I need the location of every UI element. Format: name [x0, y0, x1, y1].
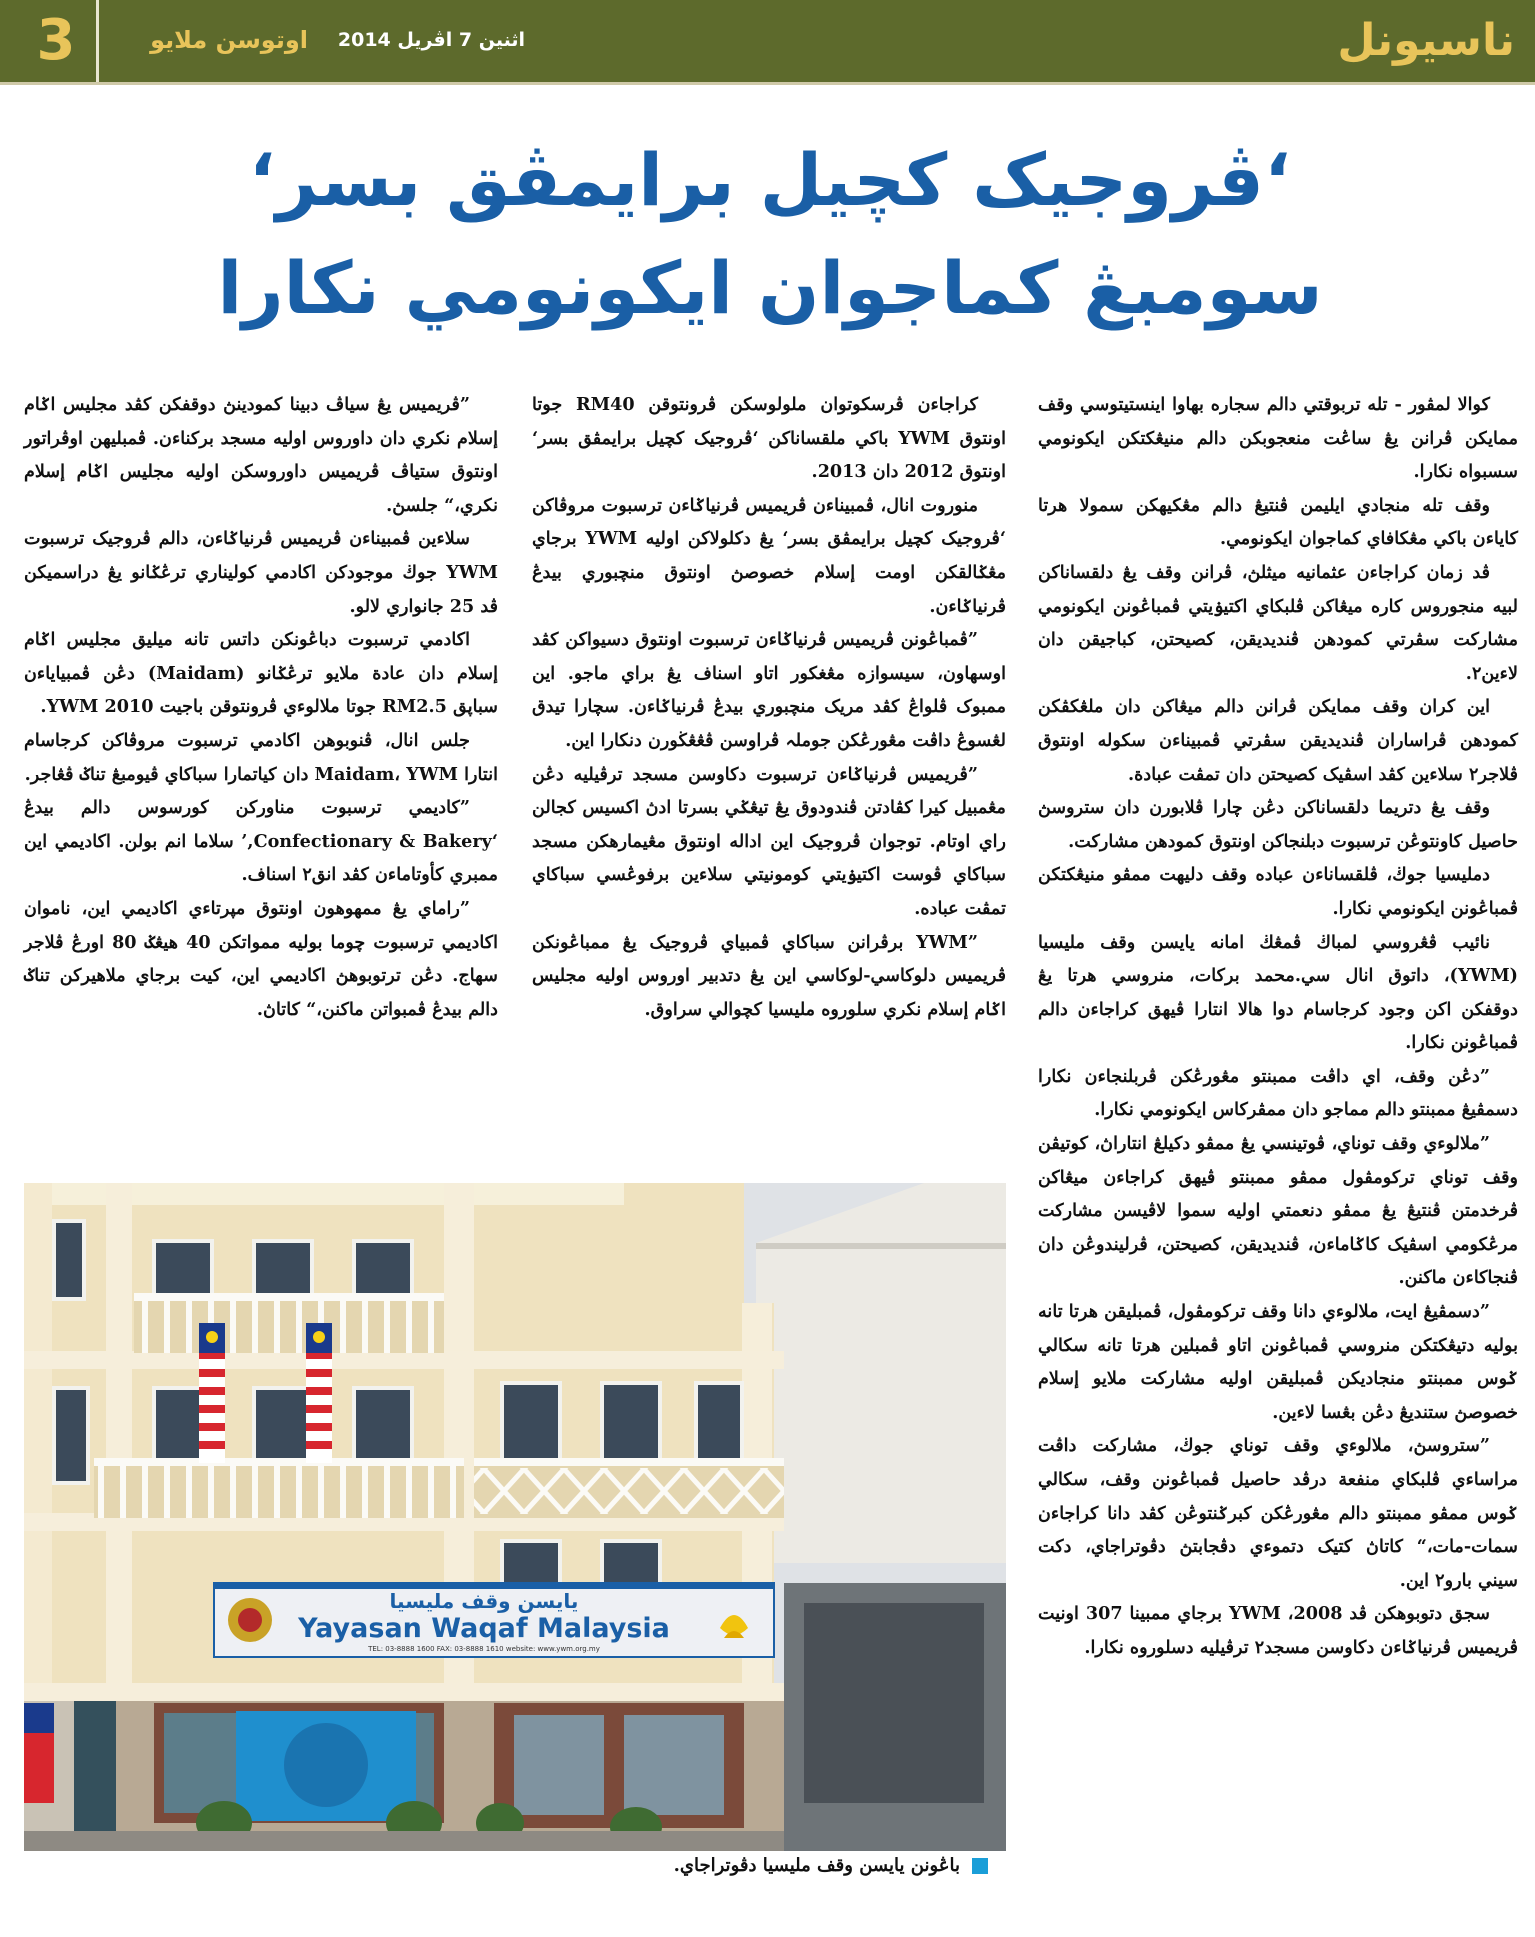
paragraph: ”دسمڤيڠ ايت، ملالوءي دانا وقف ترکومڤول، ڤمبليقن هرتا تانه بوليه دتيڠکتکن منروسي ڤمباڠونن اتاو ڤمبلين هرتا تانه سکالي ݢوس ممبنتو منجاديکن ڤمبليقن اوليه مشارکت ملايو إسلام خصوصڽ ستنديڠ دڠن بڠسا لاءين. [1038, 1301, 1518, 1423]
signboard-jawi: يايسن وقف مليسيا [389, 1589, 579, 1613]
article-column-left [24, 388, 498, 1026]
paragraph: وقف يڠ دتريما دلقساناکن دڠن چارا ڤلابورن دان ستروسڽ حاصيل کاونتوڠن ترسبوت دبلنجاکن اونتوق کمودهن مشارکت. [1038, 797, 1518, 852]
publication-date: اثنين 7 اڤريل 2014 [337, 29, 525, 51]
paragraph: سلاءين ڤمبيناءن ڤريميس ڤرنياݢاءن، دالم ڤروجيک ترسبوت YWM جوڬ موجودکن اکادمي کوليناري ترڠݢانو يڠ دراسميکن ڤد 25 جانواري لالو. [24, 528, 498, 617]
paragraph: کراجاءن ڤرسکوتوان ملولوسکن ڤرونتوقن RM40 جوتا اونتوق YWM باکي ملقساناکن ‘ڤروجيک کچيل برايمڤق بسر‘ اونتوق 2012 دان 2013. [532, 394, 1006, 483]
paragraph: کوالا لمڤور - تله تربوقتي دالم سجاره بهاوا اينستيتوسي وقف ممايکن ڤرانن يڠ ساڠت منعجوبکن دالم منيڠکتکن ايکونومي سسبواه نکارا. [1038, 394, 1518, 483]
paragraph: منوروت انال، ڤمبيناءن ڤريميس ڤرنياݢاءن ترسبوت مروڤاکن ‘ڤروجيک کچيل برايمڤق بسر‘ يڠ دکلولاکن اوليه YWM برجاي مڠݢالقکن اومت إسلام خصوصڽ اونتوق منچبوري بيدڠ ڤرنياݢاءن. [532, 494, 1006, 617]
page-number: 3 [36, 8, 76, 73]
paragraph: جلس انال، ڤنوبوهن اکادمي ترسبوت مروڤاکن کرجاسام انتارا Maidam، YWM دان کياتمارا سباکاي ڤيومبڠ تناݢ ڤڠاجر. [24, 729, 498, 785]
photo-caption: باڠونن يايسن وقف مليسيا دڤوتراجاي. [673, 1855, 960, 1876]
paragraph: اين کران وقف ممايکن ڤرانن دالم ميڠاکن دان ملڠکڤکن کمودهن ڤراساران ڤنديديقن سڤرتي ڤمبيناءن سکوله اونتوق ڤلاجر٢ سلاءين کڤد اسڤيک کصيحتن دان تمڤت عبادة. [1038, 696, 1518, 785]
headline-line-1: ‘ڤروجيک کچيل برايمڤق بسر‘ [248, 138, 1292, 222]
paragraph: نائيب ڤڠروسي لمباڬ ڤمڠڬ امانه يايسن وقف مليسيا (YWM)، داتوق انال سي.محمد برکات، منروسي هرتا يڠ دوقفکن اکن وجود کرجاسام دوا هالا انتارا ڤيهق کراجاءن دالم ڤمباڠونن نکارا. [1038, 931, 1518, 1054]
signboard-contact: TEL: 03-8888 1600 FAX: 03-8888 1610 website: www.ywm.org.my [368, 1645, 600, 1653]
paragraph: ”ڤريميس يڠ سياڤ دبينا کمودينڽ دوقفکن کڤد مجليس اݢام إسلام نکري دان داوروس اوليه مسجد برکناءن. ڤمبليهن اوڤراتور اونتوق ستياڤ ڤريميس داوروسکن اوليه مجليس اݢام إسلام نکري،“ جلسڽ. [24, 394, 498, 516]
paragraph: ”ڤريميس ڤرنياݢاءن ترسبوت دکاوسن مسجد ترڤيليه دڠن مڠمبيل کيرا کڤادتن ڤندودوق يڠ تيڠݢي بسرتا ادڽ اکسيس کجالن راي اوتام. توجوان ڤروجيک اين اداله اونتوق مڠيمارهکن مسجد سباکاي ڤوست اکتيۏيتي کومونيتي سلاءين برفوڠسي سباکاي تمڤت عباده. [532, 763, 1006, 919]
building-photo [24, 1183, 1006, 1851]
signboard-name: Yayasan Waqaf Malaysia [298, 1613, 670, 1644]
paragraph: وقف تله منجادي ايليمن ڤنتيڠ دالم مڠکيهکن سمولا هرتا کاياءن باکي مڠکافاي کماجوان ايکونومي. [1038, 494, 1518, 550]
paragraph: ”دڠن وقف، اي داڤت ممبنتو مڠورڠکن ڤربلنجاءن نکارا دسمڤيڠ ممبنتو دالم مماجو دان ممڤرکاس ايکونومي نکارا. [1038, 1065, 1518, 1121]
paragraph: ”ملالوءي وقف توناي، ڤوتينسي يڠ ممڤو دکيلڠ انتاراڽ، کوتيڤن وقف توناي ترکومڤول ممڤو ممبنتو ڤيهق کراجاءن ميڠاکن ڤرخدمتن ڤنتيڠ يڠ ممڤو دنعمتي اوليه سموا لاڤيسن مشارکت مرڠکومي اسڤيک کاݢاماءن، ڤنديديقن، کصيحتن، ڤرليندوڠن دان ڤنجاکاءن ماکنن. [1038, 1133, 1518, 1289]
paragraph: ”ڤمباڠونن ڤريميس ڤرنياݢاءن ترسبوت اونتوق دسيواکن کڤد اوسهاون، سيسوازه مڠغکور اتاو اسناف يڠ براي ماجو. اين ممبوک ڤلواڠ کڤد مريک منچبوري بيدڠ ڤرنياݢاءن. سچارا تيدق لڠسوڠ داڤت مڠورڠکن جوملہ ڤراوسن ڤڠڠڬورن دنکارا اين. [532, 629, 1006, 751]
paragraph: ”راماي يڠ ممهوهون اونتوق مڽرتاءي اکاديمي اين، ناموان اکاديمي ترسبوت چوما بوليه ممواتکن 40 هيڠݢ 80 اورڠ ڤلاجر سهاج. دڠن ترتوبوهڽ اکاديمي اين، کيت برجاي ملاهيرکن تناݢ دالم بيدڠ ڤمبواتن ماکنن،“ کاتاڽ. [24, 897, 498, 1020]
publication-logo: اوتوسن ملايو [150, 26, 308, 54]
paragraph: اکادمي ترسبوت دباڠونکن داتس تانه ميليق مجليس اݢام إسلام دان عادة ملايو ترڠݢانو (Maidam) دڠن ڤمبياياءن سباڽق RM2.5 جوتا ملالوءي ڤرونتوقن باجيت 2010 YWM. [24, 629, 498, 718]
paragraph: سجق دتوبوهکن ڤد 2008، YWM برجاي ممبينا 307 اونيت ڤريميس ڤرنياݢاءن دکاوسن مسجد٢ ترڤيليه دسلوروه نکارا. [1038, 1603, 1518, 1658]
masthead-divider [96, 0, 99, 82]
paragraph: ”کاديمي ترسبوت مناورکن کورسوس دالم بيدڠ ‘Confectionary & Bakery,’ سلاما انم بولن. اکاديمي اين ممبري کأوتاماءن کڤد انق٢ اسناف. [24, 797, 498, 886]
caption-marker [972, 1858, 988, 1874]
paragraph: ”YWM برڤرانن سباکاي ڤمبياي ڤروجيک يڠ ممباڠونکن ڤريميس دلوکاسي-لوکاسي اين يڠ دتدبير اوروس اوليه مجليس اݢام إسلام نکري سلوروه مليسيا کچوالي سراوق. [532, 931, 1006, 1020]
section-name: ناسيونل [1337, 15, 1515, 66]
paragraph: ”ستروسڽ، ملالوءي وقف توناي جوڬ، مشارکت داڤت مراساءي ڤلبکاي منفعة درڤد حاصيل ڤمباڠونن وقف، سکالي ݢوس ممڤو ممبنتو دالم مڠورڠکن کبرݢنتوڠن کڤد دانا کراجاءن سمات-مات،“ کاتاڽ کتيک دتموءي دڤجابتڽ دڤوتراجاي، دکت سيني بارو٢ اين. [1038, 1435, 1518, 1591]
paragraph: دمليسيا جوڬ، ڤلقساناءن عباده وقف دليهت ممڤو منيڠکتکن ڤمباڠونن ايکونومي نکارا. [1038, 864, 1518, 919]
article-column-middle [532, 388, 1006, 1026]
article-column-right [1038, 388, 1518, 1665]
masthead [0, 0, 1535, 85]
headline-line-2: سومبڠ کماجوان ايکونومي نکارا [217, 246, 1323, 330]
paragraph: ڤد زمان کراجاءن عثمانيه ميثلڽ، ڤرانن وقف يڠ دلقساناکن لبيه منجوروس کاره ميڠاکن ڤلبکاي اکتيۏيتي ڤمباڠونن ايکونومي مشارکت سڤرتي کمودهن ڤنديديقن، کصيحتن، کباجيقن دان لاءين٢. [1038, 561, 1518, 684]
